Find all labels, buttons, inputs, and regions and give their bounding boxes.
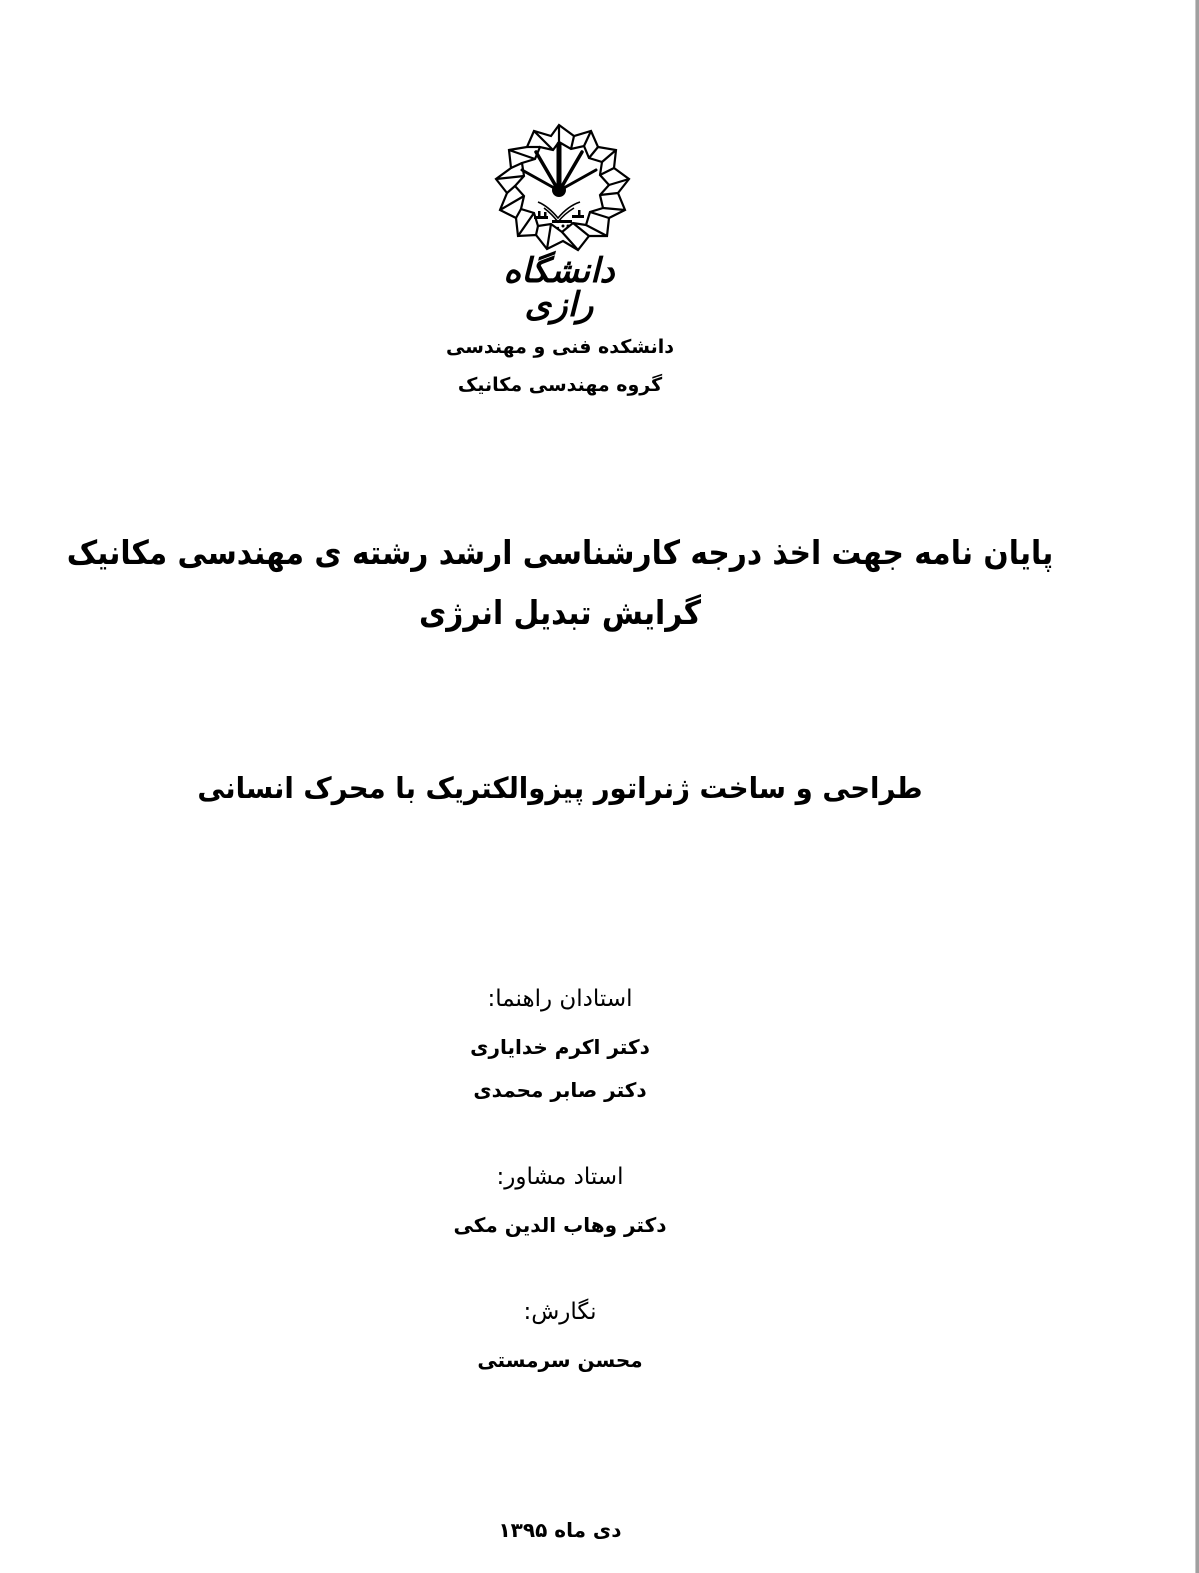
faculty-name: دانشکده فنی و مهندسی	[446, 336, 674, 358]
submission-date: دی ماه ۱۳۹۵	[498, 1518, 622, 1542]
supervisor-name: دکتر اکرم خدایاری	[470, 1035, 650, 1059]
supervisor-name: دکتر صابر محمدی	[473, 1078, 647, 1102]
degree-statement: پایان نامه جهت اخذ درجه کارشناسی ارشد رشته ی مهندسی مکانیک	[66, 533, 1054, 572]
degree-specialization: گرایش تبدیل انرژی	[419, 593, 701, 632]
author-name: محسن سرمستی	[477, 1348, 643, 1372]
advisor-name: دکتر وهاب الدین مکی	[453, 1213, 667, 1237]
thesis-title: طراحی و ساخت ژنراتور پیزوالکتریک با محرک انسانی	[197, 771, 923, 805]
author-label: نگارش:	[523, 1299, 597, 1325]
razi-university-emblem-icon	[478, 122, 640, 257]
supervisors-label: استادان راهنما:	[487, 986, 633, 1012]
university-logo	[478, 122, 640, 325]
logo-caption: دانشگاه رازی	[503, 251, 615, 325]
department-name: گروه مهندسی مکانیک	[457, 374, 663, 396]
advisor-label: استاد مشاور:	[496, 1164, 624, 1190]
page-edge-border	[1195, 0, 1199, 1573]
